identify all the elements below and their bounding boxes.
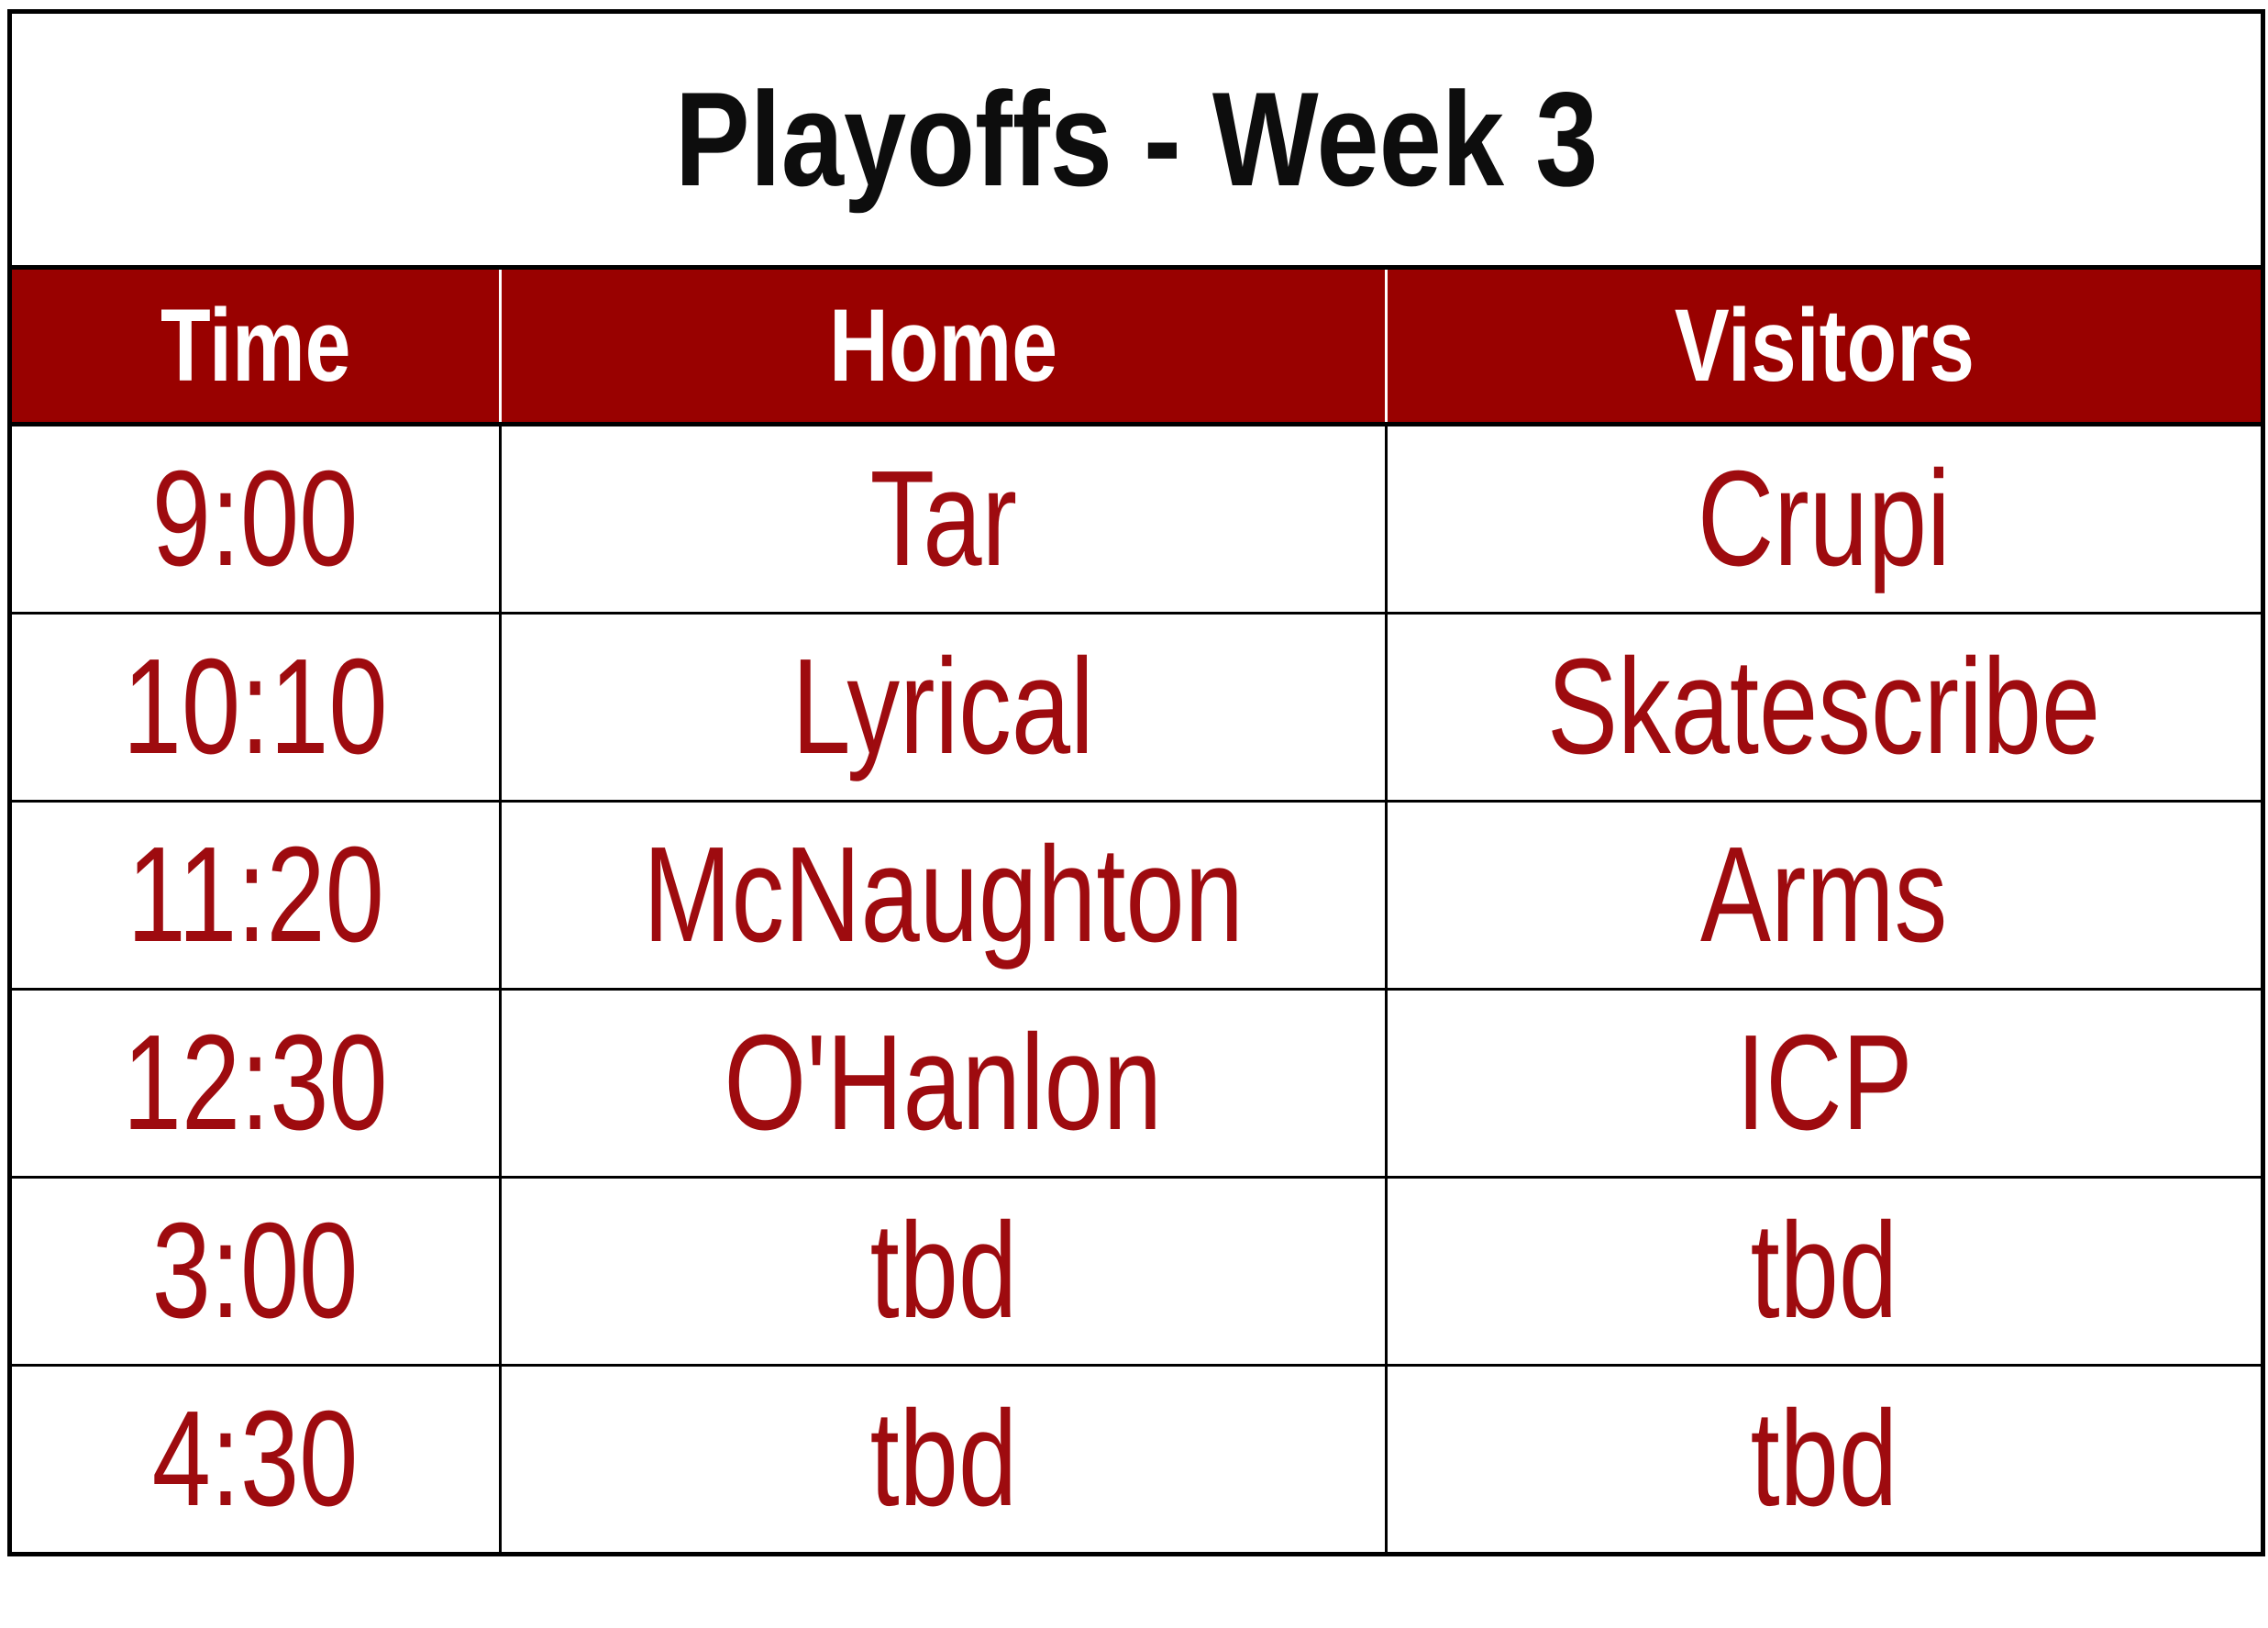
time-cell: 10:10 [10, 614, 501, 802]
title-row [10, 12, 2263, 268]
schedule-row [10, 1366, 2263, 1555]
home-team-cell: tbd [501, 1366, 1387, 1555]
visitors-team-cell: tbd [1387, 1178, 2263, 1366]
time-cell: 12:30 [10, 990, 501, 1178]
time-cell: 11:20 [10, 802, 501, 990]
schedule-row [10, 614, 2263, 802]
home-team-cell: O'Hanlon [501, 990, 1387, 1178]
visitors-team-cell: tbd [1387, 1366, 2263, 1555]
visitors-team-cell: ICP [1387, 990, 2263, 1178]
time-cell: 3:00 [10, 1178, 501, 1366]
schedule-row [10, 802, 2263, 990]
home-team-cell: Tar [501, 425, 1387, 614]
visitors-team-cell: Skatescribe [1387, 614, 2263, 802]
schedule-row [10, 1178, 2263, 1366]
home-team-cell: Lyrical [501, 614, 1387, 802]
schedule-row [10, 425, 2263, 614]
schedule-table [7, 9, 2265, 1556]
time-cell: 4:30 [10, 1366, 501, 1555]
page-title-text: Playoffs - Week 3 [674, 64, 1599, 214]
schedule-row [10, 990, 2263, 1178]
column-header-visitors: Visitors [1387, 268, 2263, 425]
time-cell: 9:00 [10, 425, 501, 614]
column-header-time: Time [10, 268, 501, 425]
column-header-home: Home [501, 268, 1387, 425]
visitors-team-cell: Arms [1387, 802, 2263, 990]
page-title [10, 12, 2263, 268]
visitors-team-cell: Crupi [1387, 425, 2263, 614]
column-header-row [10, 268, 2263, 425]
home-team-cell: McNaughton [501, 802, 1387, 990]
home-team-cell: tbd [501, 1178, 1387, 1366]
